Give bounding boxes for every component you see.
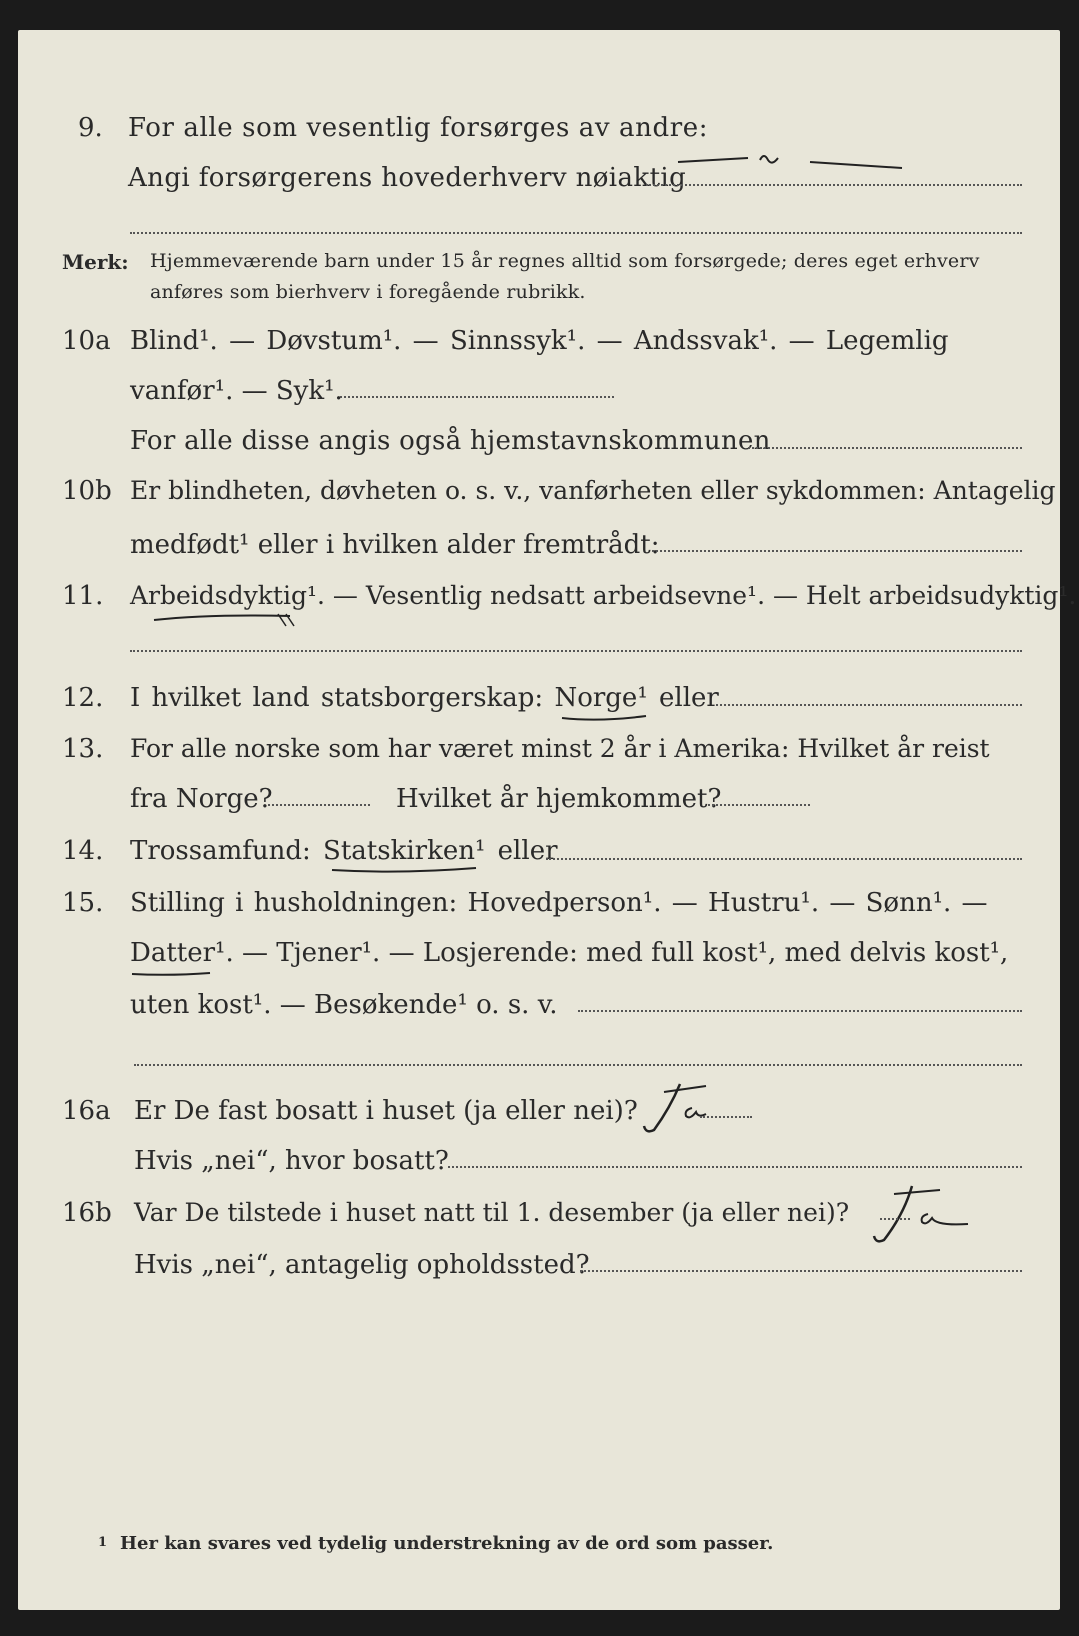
q10a-hjemstavn-line (748, 447, 1022, 449)
q14-number: 14. (62, 836, 104, 866)
q10b-answer-line (652, 550, 1022, 552)
q12-line1: I hvilket land statsborgerskap: Norge¹ eller (130, 683, 719, 713)
q16a-handwritten-ja (640, 1078, 750, 1138)
q13-line2a: fra Norge? (130, 784, 273, 814)
q15-line3: uten kost¹. — Besøkende¹ o. s. v. (130, 990, 558, 1020)
footnote-text: Her kan svares ved tydelig understrekning av de ord som passer. (120, 1533, 774, 1554)
q16a-answer-line (700, 1116, 752, 1118)
q15-extra-line (134, 1064, 1022, 1066)
q13-reist-line (268, 804, 370, 806)
q13-line1: For alle norske som har været minst 2 år i Amerika: Hvilket år reist (130, 734, 990, 763)
q10b-number: 10b (62, 476, 112, 506)
q16b-answer-line (880, 1218, 910, 1220)
q9-handwritten-answer (670, 148, 910, 182)
q10a-number: 10a (62, 326, 111, 356)
q16a-line2: Hvis „nei“, hvor bosatt? (134, 1146, 449, 1176)
q16b-number: 16b (62, 1198, 112, 1228)
q9-answer-line (646, 184, 1022, 186)
q16b-line1: Var De tilstede i huset natt til 1. desember (ja eller nei)? (134, 1198, 850, 1227)
q16a-number: 16a (62, 1096, 111, 1126)
q10a-line3: For alle disse angis også hjemstavnskommunen (130, 426, 771, 456)
q15-datter-underline (130, 968, 220, 982)
q15-line1: Stilling i husholdningen: Hovedperson¹. — Hustru¹. — Sønn¹. — (130, 888, 988, 918)
q16a-bosatt-line (448, 1166, 1022, 1168)
q12-answer-line (716, 704, 1022, 706)
q16b-handwritten-ja (868, 1180, 1008, 1250)
q16b-opholdssted-line (580, 1270, 1022, 1272)
q11-underline-mark (150, 610, 310, 632)
q15-number: 15. (62, 888, 104, 918)
q13-line2b: Hvilket år hjemkommet? (396, 784, 722, 814)
q9-line1: For alle som vesentlig forsørges av andre: (128, 113, 709, 143)
q13-number: 13. (62, 734, 104, 764)
q10b-line2: medfødt¹ eller i hvilken alder fremtrådt: (130, 530, 660, 560)
merk-line2: anføres som bierhverv i foregående rubrikk. (150, 281, 586, 303)
q11-number: 11. (62, 581, 104, 611)
q11-line1: Arbeidsdyktig¹. — Vesentlig nedsatt arbeidsevne¹. — Helt arbeidsudyktig¹. (130, 581, 1077, 610)
merk-line1: Hjemmeværende barn under 15 år regnes alltid som forsørgede; deres eget erhverv (150, 250, 980, 272)
q10a-syk-line (340, 396, 614, 398)
q14-answer-line (546, 858, 1022, 860)
q9-number: 9. (78, 113, 103, 143)
q16b-line2: Hvis „nei“, antagelig opholdssted? (134, 1250, 590, 1280)
q12-norge-underline (560, 712, 650, 726)
q16a-line1: Er De fast bosatt i huset (ja eller nei)? (134, 1096, 638, 1126)
merk-label: Merk: (62, 250, 129, 274)
q13-hjemkommet-line (708, 804, 810, 806)
q15-answer-line (578, 1010, 1022, 1012)
q10b-line1: Er blindheten, døvheten o. s. v., vanførheten eller sykdommen: Antagelig (130, 476, 1056, 505)
q14-line1: Trossamfund: Statskirken¹ eller (130, 836, 558, 866)
q12-number: 12. (62, 683, 104, 713)
q11-extra-line (130, 650, 1022, 652)
footnote-mark: 1 (98, 1535, 108, 1550)
q14-statskirken-underline (330, 864, 480, 878)
q9-line2: Angi forsørgerens hovederhverv nøiaktig (128, 163, 687, 193)
q10a-line1: Blind¹. — Døvstum¹. — Sinnssyk¹. — Andssvak¹. — Legemlig (130, 326, 949, 356)
q9-extra-line (130, 232, 1022, 234)
q15-line2: Datter¹. — Tjener¹. — Losjerende: med full kost¹, med delvis kost¹, (130, 938, 1009, 968)
q10a-line2: vanfør¹. — Syk¹. (130, 376, 343, 406)
